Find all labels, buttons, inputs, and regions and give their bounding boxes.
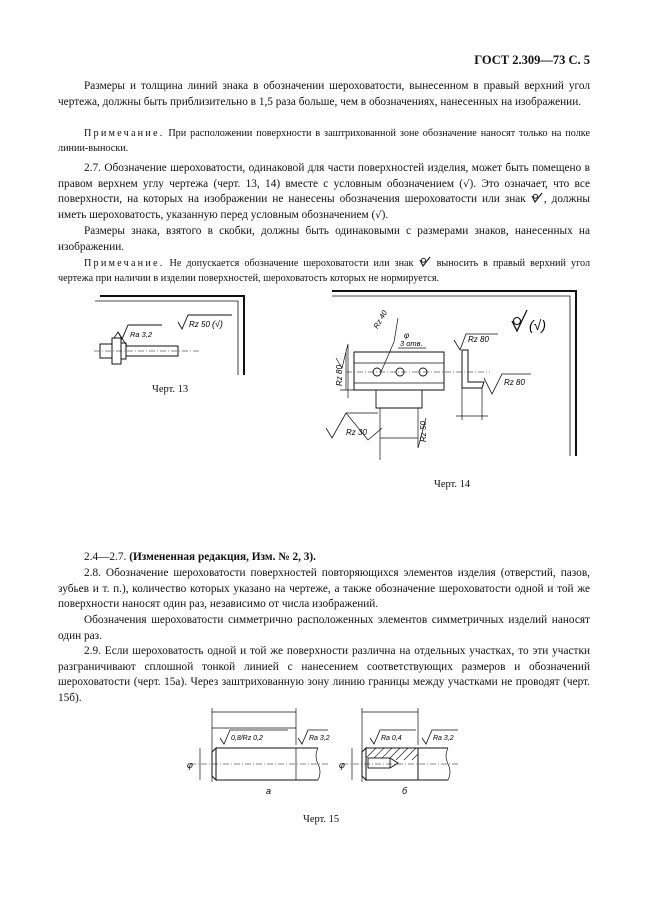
- p27-part-d: ).: [381, 208, 389, 221]
- ra-label: Ra 3,2: [130, 330, 153, 339]
- ra32-label-b: Ra 3,2: [433, 735, 454, 742]
- figure-15a: [187, 708, 330, 796]
- rz50-label: Rz 50: [189, 320, 210, 329]
- p27-part-c: , должны иметь шероховатость, указанную перед условным обозначением (: [58, 193, 591, 221]
- spec-label-a: 0,8/Rz 0,2: [231, 735, 263, 742]
- corner-roughness-mark: [512, 310, 546, 333]
- rz30-label: Rz 30: [346, 428, 367, 437]
- part-front-view: [326, 308, 454, 460]
- note-text-a: Не допускается обозначение шероховатости или знак: [169, 258, 414, 269]
- rz50-label: Rz 50: [419, 421, 428, 442]
- page-header: ГОСТ 2.309—73 С. 5: [474, 53, 590, 67]
- figure-15: [170, 700, 470, 800]
- p27-part-b: ). Это означает, что все поверхности, на которых на изображении не нанесены обозначения шероховатости или знак: [58, 177, 590, 206]
- figure-15b: [339, 708, 460, 796]
- rz80-label-right: Rz 80: [504, 378, 525, 387]
- paragraph-2-8: 2.8. Обозначение шероховатости поверхностей повторяющихся элементов изделия (отверстий, пазов, зубьев и т. п.), количество которых указано на чертеже, а также обозначение шероховатости одной и той же поверхности наносят один раз, независимо от числа изображений.: [58, 567, 590, 611]
- paragraph-2-9: 2.9. Если шероховатость одной и той же поверхности различна на отдельных участках, то эти участки разграничивают сплошной тонкой линией с нанесением соответствующих размеров и обозначений шероховатости (черт. 15а). Через заштрихованную зону линию границы между участками не проводят (черт. 15б).: [58, 645, 590, 704]
- holes-label: 3 отв.: [400, 339, 423, 348]
- check-symbol-icon: √: [375, 209, 382, 221]
- paragraph-symmetric: Обозначения шероховатости симметрично расположенных элементов симметричных изделий наносят один раз.: [58, 614, 590, 642]
- p27-part-a: 2.7. Обозначение шероховатости, одинаковой для части поверхностей изделия, может быть помещено в правом верхнем углу чертежа (черт. 13, 14) вместе с условным обозначением (: [58, 162, 590, 190]
- caption-figure-13: Черт. 13: [152, 384, 189, 395]
- paragraph-sign-size: Размеры и толщина линий знака в обозначении шероховатости, вынесенном в правый верхний угол чертежа, должны быть приблизительно в 1,5 раза больше, чем в обозначениях, нанесенных на изображении.: [58, 80, 590, 108]
- note-text-b: выносить в правый верхний угол чертежа при наличии в изделии поверхностей, шероховатость которых не нормируется.: [58, 258, 591, 284]
- roughness-no-machining-icon: [531, 192, 544, 203]
- shaft-drawing: [94, 325, 200, 364]
- note-unnormalized: [58, 256, 590, 287]
- check-symbol-icon: √: [463, 178, 470, 190]
- rz80-label-left: Rz 80: [335, 365, 344, 386]
- paragraph-2-7: [58, 161, 590, 223]
- part-side-view: [454, 334, 531, 420]
- ra-label-a: Ra 3,2: [309, 735, 330, 742]
- paren-mark: (√): [212, 319, 223, 329]
- phi-label-a: φ: [187, 760, 193, 770]
- rz40-label: Rz 40: [371, 308, 390, 331]
- caption-figure-14: Черт. 14: [434, 479, 471, 490]
- sublabel-a: а: [266, 786, 272, 796]
- edit-range: 2.4—2.7.: [84, 551, 127, 563]
- phi-label: φ: [404, 331, 410, 340]
- note-hatched-zone: [58, 127, 590, 157]
- figure-13: [92, 293, 252, 383]
- paragraph-edition-note: [58, 550, 590, 566]
- figure-14: [326, 288, 581, 478]
- note-text: При расположении поверхности в заштрихованной зоне обозначение наносят только на полке линии-выноски.: [58, 128, 591, 154]
- paragraph-sign-brackets: Размеры знака, взятого в скобки, должны быть одинаковыми с размерами знаков, нанесенных на изображении.: [58, 225, 590, 253]
- note-label: Примечание.: [84, 258, 165, 269]
- corner-roughness-mark: [178, 315, 232, 329]
- edit-text: (Измененная редакция, Изм. № 2, 3).: [129, 551, 316, 563]
- ra04-label: Ra 0,4: [381, 735, 402, 742]
- phi-label-b: φ: [339, 760, 345, 770]
- rz80-label-top: Rz 80: [468, 335, 489, 344]
- note-label: Примечание.: [84, 128, 165, 139]
- caption-figure-15: Черт. 15: [303, 814, 340, 825]
- paren-mark: (√): [529, 317, 547, 333]
- sublabel-b: б: [402, 786, 408, 796]
- roughness-no-machining-icon: [419, 256, 432, 267]
